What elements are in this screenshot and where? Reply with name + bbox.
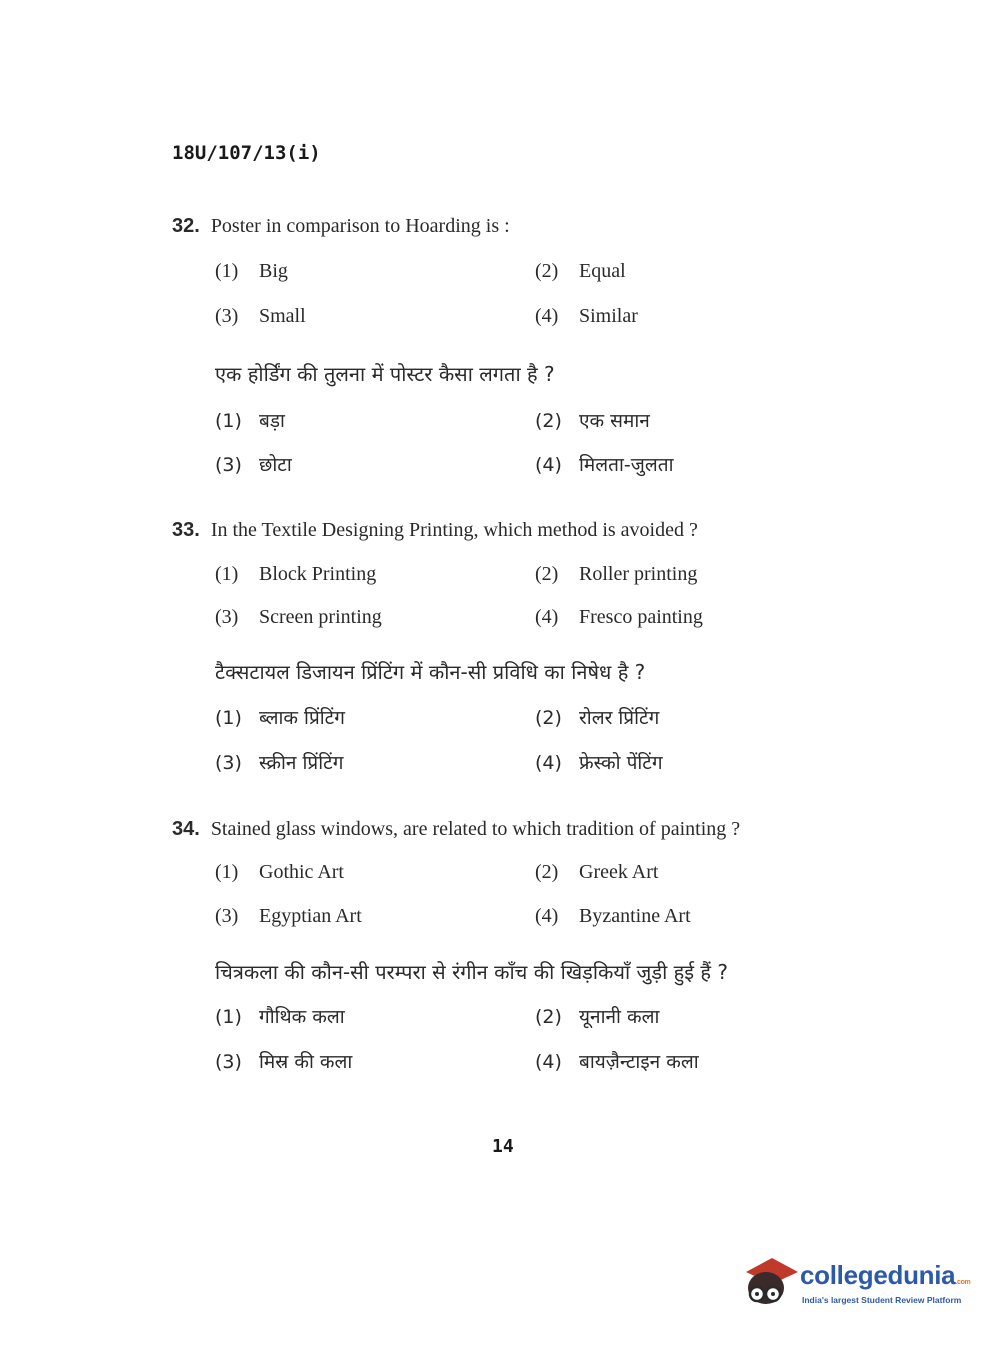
question-text: In the Textile Designing Printing, which method is avoided ?	[210, 519, 698, 541]
option: (1) Block Printing	[215, 563, 377, 585]
question-number: 32.	[172, 215, 200, 237]
options-row	[215, 305, 835, 331]
option: (3) Egyptian Art	[215, 905, 362, 927]
question-text-hindi: एक होर्डिंग की तुलना में पोस्टर कैसा लगता है ?	[215, 362, 555, 386]
question-stem	[172, 214, 872, 238]
option: (4) Byzantine Art	[535, 905, 691, 927]
question-33	[172, 518, 872, 774]
option: (3) स्क्रीन प्रिंटिंग	[215, 752, 344, 774]
question-stem	[172, 817, 872, 841]
option: (1) Gothic Art	[215, 861, 344, 883]
question-34	[172, 817, 872, 1073]
option: (1) बड़ा	[215, 410, 285, 432]
option: (4) मिलता-जुलता	[535, 454, 674, 476]
option: (2) Greek Art	[535, 861, 659, 883]
option: (3) Small	[215, 305, 306, 327]
question-text: Stained glass windows, are related to which tradition of painting ?	[210, 818, 741, 840]
options-row-hindi	[215, 749, 835, 775]
option: (3) Screen printing	[215, 606, 382, 628]
option: (1) गौथिक कला	[215, 1006, 345, 1028]
options-row	[215, 260, 835, 286]
options-row-hindi	[215, 1048, 835, 1074]
question-text-hindi: चित्रकला की कौन-सी परम्परा से रंगीन काँच की खिड़कियाँ जुड़ी हुई हैं ?	[215, 960, 729, 984]
mascot-icon	[742, 1250, 800, 1314]
option: (1) ब्लाक प्रिंटिंग	[215, 707, 345, 729]
option: (2) Roller printing	[535, 563, 698, 585]
option: (3) मिस्र की कला	[215, 1051, 353, 1073]
option: (4) बायज़ैन्टाइन कला	[535, 1051, 699, 1073]
question-stem	[172, 518, 872, 542]
option: (4) Similar	[535, 305, 638, 327]
options-row-hindi	[215, 451, 835, 477]
collegedunia-watermark	[742, 1250, 972, 1314]
paper-code: 18U/107/13(i)	[172, 142, 321, 164]
option: (4) फ्रेस्को पेंटिंग	[535, 752, 663, 774]
question-number: 33.	[172, 519, 200, 541]
question-text-hindi: टैक्सटायल डिजायन प्रिंटिंग में कौन-सी प्रविधि का निषेध है ?	[215, 660, 646, 684]
option: (2) यूनानी कला	[535, 1006, 660, 1028]
options-row-hindi	[215, 1003, 835, 1029]
option: (3) छोटा	[215, 454, 292, 476]
option: (2) एक समान	[535, 410, 650, 432]
options-row-hindi	[215, 704, 835, 730]
brand-tagline: India's largest Student Review Platform	[802, 1295, 962, 1305]
options-row	[215, 861, 835, 887]
brand-name: collegedunia.com	[800, 1260, 971, 1290]
question-32	[172, 214, 872, 476]
option: (4) Fresco painting	[535, 606, 703, 628]
question-number: 34.	[172, 818, 200, 840]
options-row	[215, 563, 835, 589]
options-row	[215, 905, 835, 931]
options-row-hindi	[215, 407, 835, 433]
options-row	[215, 606, 835, 632]
page-number: 14	[492, 1136, 514, 1157]
option: (2) रोलर प्रिंटिंग	[535, 707, 660, 729]
question-text: Poster in comparison to Hoarding is :	[210, 215, 510, 237]
option: (1) Big	[215, 260, 288, 282]
option: (2) Equal	[535, 260, 626, 282]
